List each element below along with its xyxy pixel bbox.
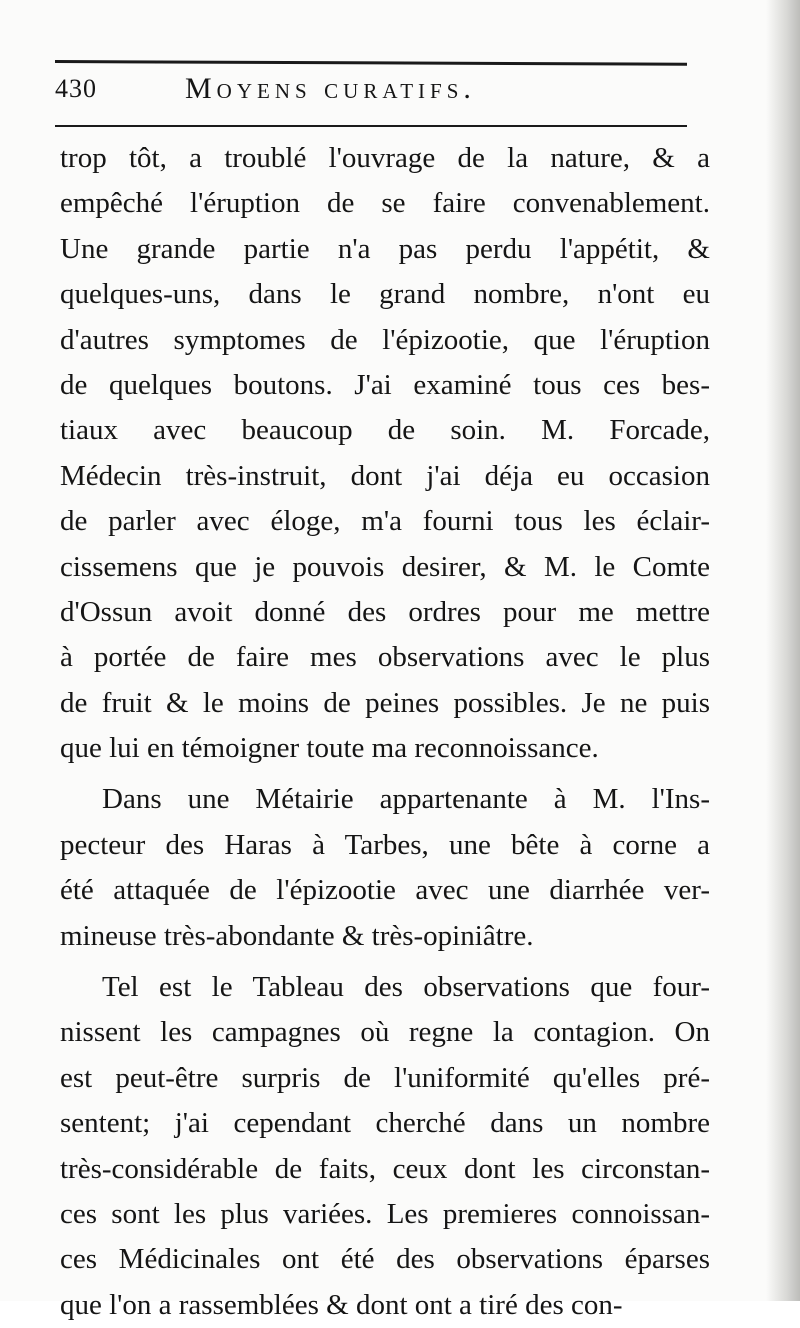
text-line: mineuse très-abondante & très-opiniâtre. bbox=[60, 919, 534, 952]
text-line: d'Ossun avoit donné des ordres pour me mettre bbox=[60, 595, 710, 628]
text-line: est peut-être surpris de l'uniformité qu'elles pré- bbox=[60, 1061, 710, 1094]
text-line: nissent les campagnes où regne la contagion. On bbox=[60, 1016, 710, 1049]
paragraph bbox=[60, 965, 710, 1328]
header-bottom-rule bbox=[55, 125, 687, 127]
text-line: que lui en témoigner toute ma reconnoissance. bbox=[60, 732, 599, 765]
text-line: trop tôt, a troublé l'ouvrage de la nature, & a bbox=[60, 142, 710, 174]
page-edge-shadow bbox=[766, 0, 800, 1301]
text-line: de quelques boutons. J'ai examiné tous ces bes- bbox=[60, 368, 710, 401]
text-line: de fruit & le moins de peines possibles. Je ne puis bbox=[60, 686, 710, 719]
text-line: été attaquée de l'épizootie avec une diarrhée ver- bbox=[60, 874, 710, 907]
text-line: cissemens que je pouvois desirer, & M. le Comte bbox=[60, 550, 710, 583]
text-line: à portée de faire mes observations avec le plus bbox=[60, 641, 710, 674]
text-line: Tel est le Tableau des observations que four- bbox=[102, 971, 710, 1004]
header-top-rule bbox=[55, 60, 687, 66]
text-line: Médecin très-instruit, dont j'ai déja eu occasion bbox=[60, 459, 710, 492]
paragraph bbox=[60, 136, 710, 771]
text-line: pecteur des Haras à Tarbes, une bête à corne a bbox=[60, 828, 710, 861]
page-number: 430 bbox=[55, 74, 97, 103]
body-text bbox=[60, 136, 710, 1328]
text-line: que l'on a rassemblées & dont ont a tiré des con- bbox=[60, 1288, 623, 1321]
text-line: quelques-uns, dans le grand nombre, n'ont eu bbox=[60, 278, 710, 311]
running-title: Moyens curatifs. bbox=[185, 72, 476, 105]
text-line: Une grande partie n'a pas perdu l'appétit, & bbox=[60, 232, 710, 265]
running-head bbox=[55, 66, 695, 114]
text-line: ces sont les plus variées. Les premieres connoissan- bbox=[60, 1197, 710, 1230]
text-line: Dans une Métairie appartenante à M. l'Ins- bbox=[102, 783, 710, 816]
text-line: de parler avec éloge, m'a fourni tous les éclair- bbox=[60, 505, 710, 538]
text-line: sentent; j'ai cependant cherché dans un nombre bbox=[60, 1107, 710, 1140]
paragraph bbox=[60, 777, 710, 959]
text-line: tiaux avec beaucoup de soin. M. Forcade, bbox=[60, 414, 710, 447]
text-line: d'autres symptomes de l'épizootie, que l'éruption bbox=[60, 323, 710, 356]
text-line: très-considérable de faits, ceux dont les circonstan- bbox=[60, 1152, 710, 1185]
text-line: empêché l'éruption de se faire convenablement. bbox=[60, 187, 710, 220]
text-line: ces Médicinales ont été des observations éparses bbox=[60, 1243, 710, 1276]
